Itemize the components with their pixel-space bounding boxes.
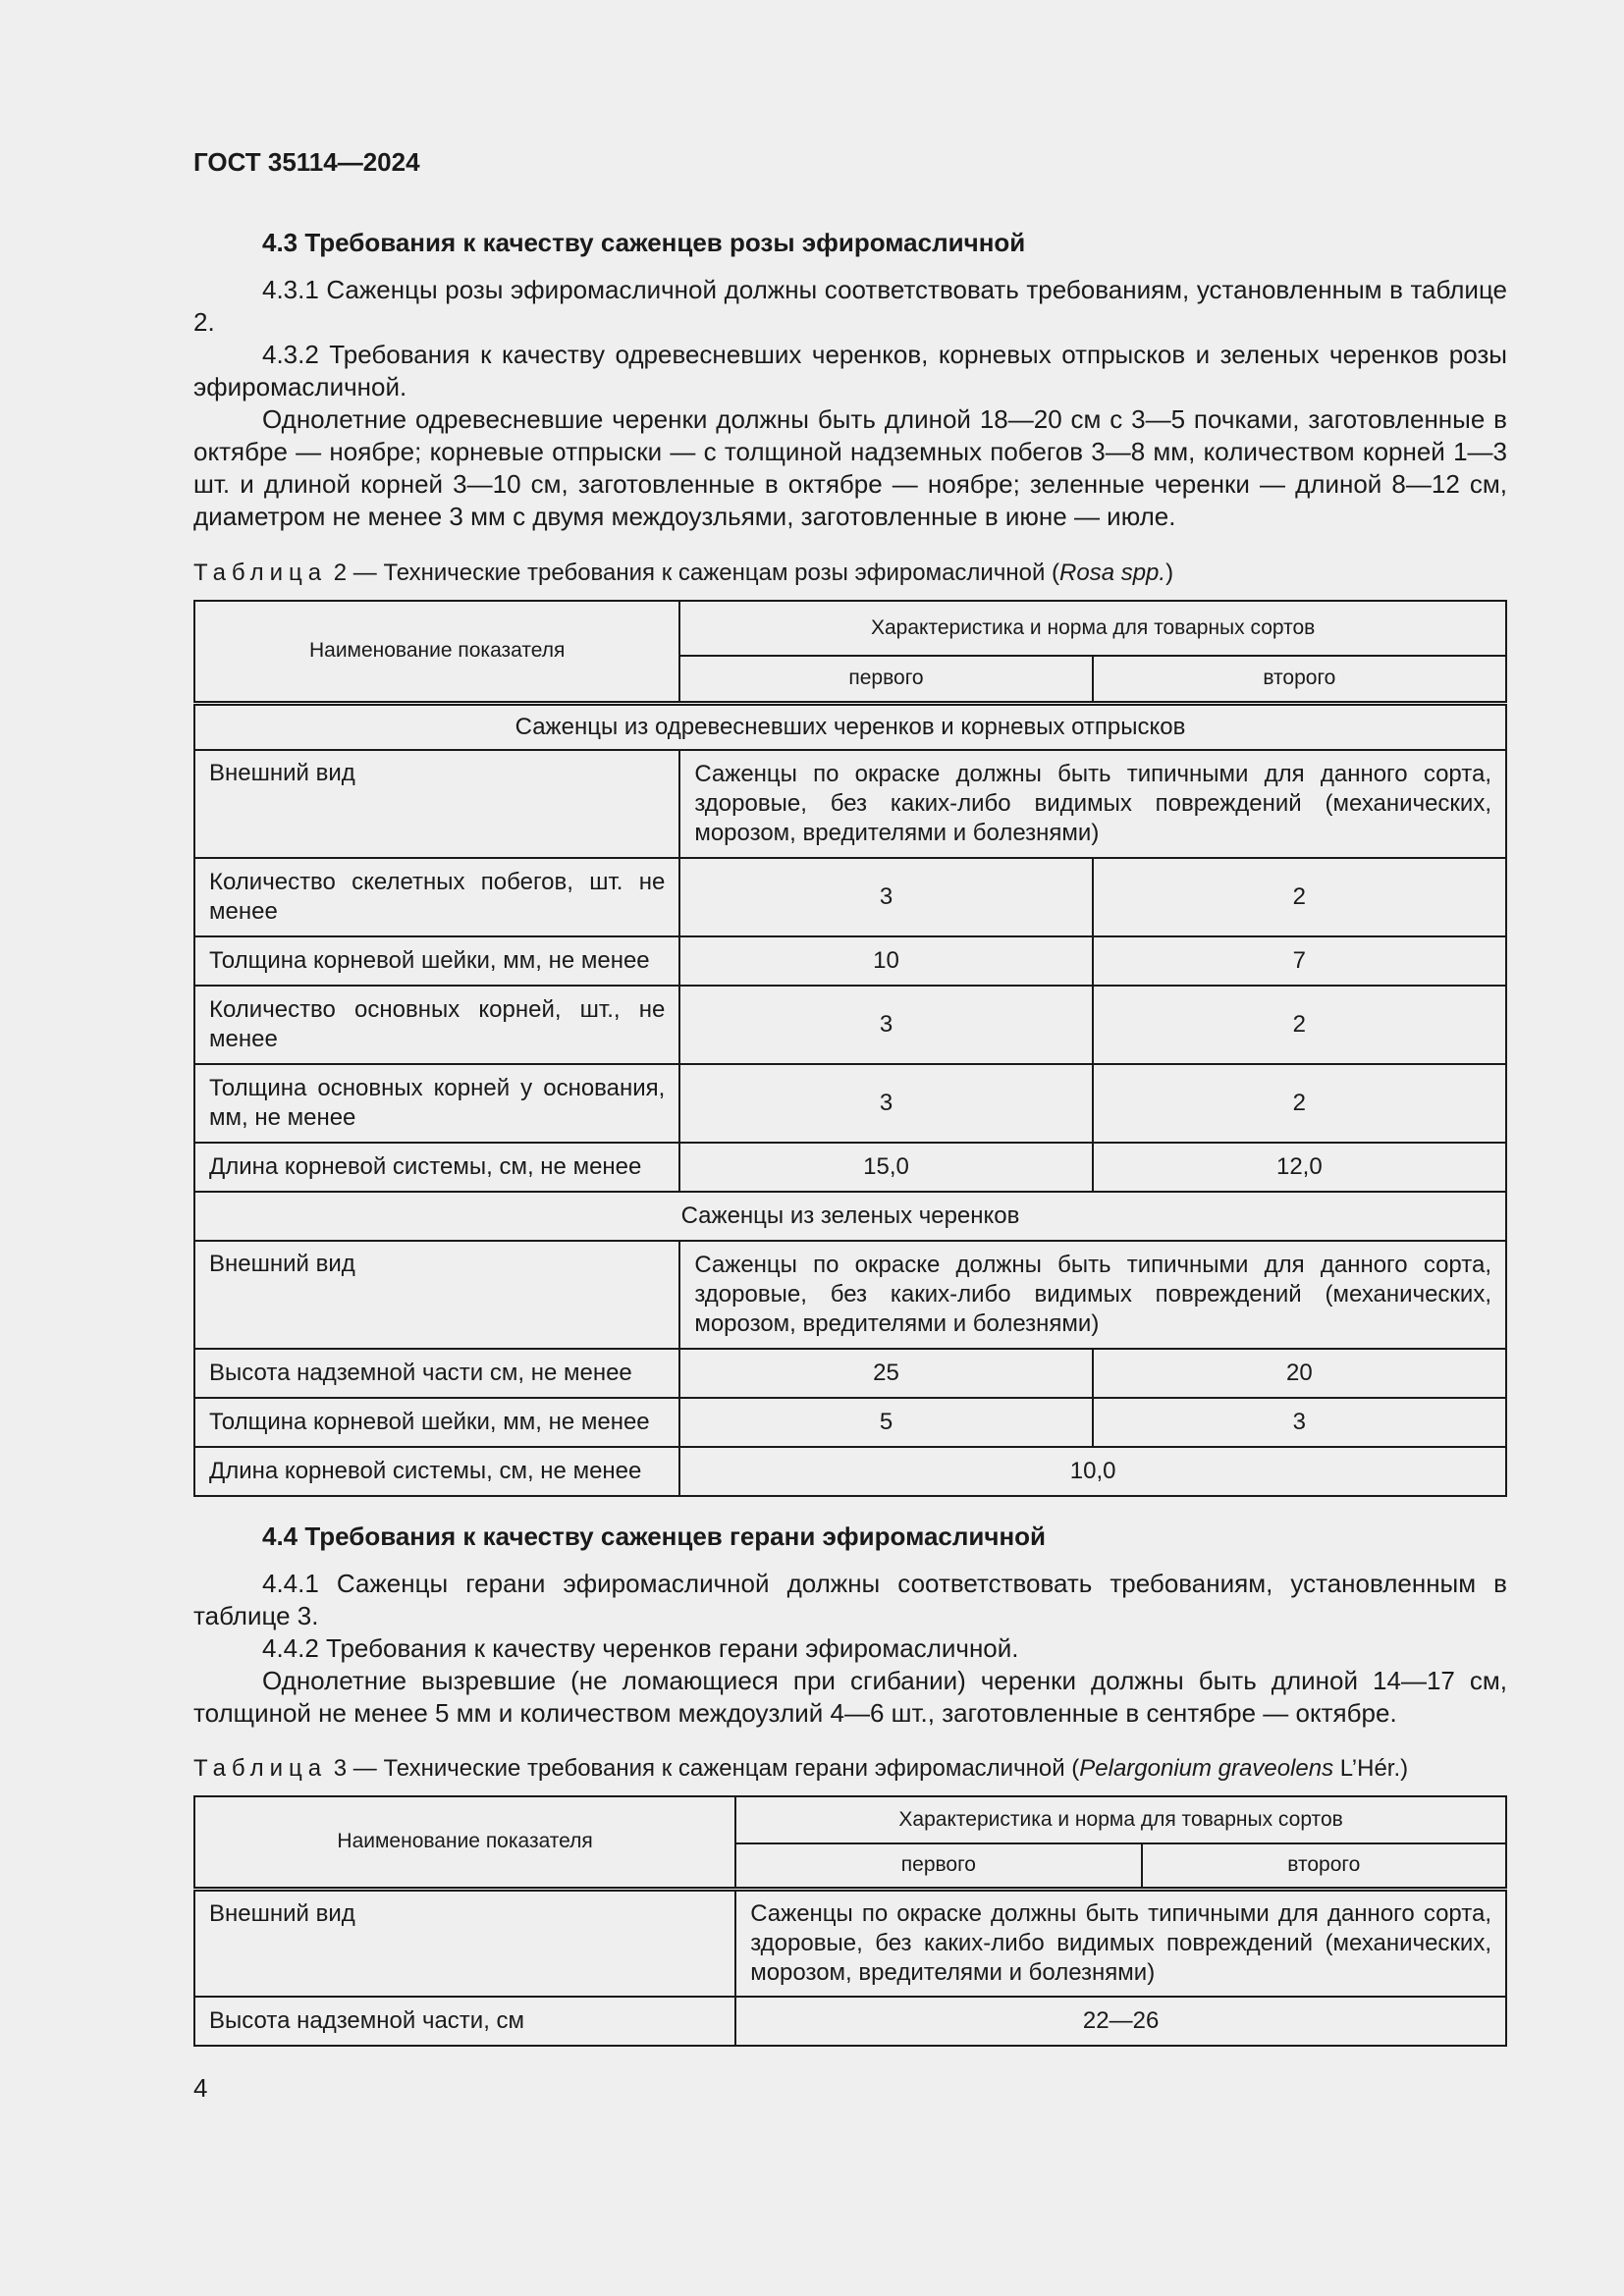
cell-first: 15,0 xyxy=(679,1143,1092,1192)
row-value: Саженцы по окраске должны быть типичными для данного сорта, здоровые, без каких-либо видимых повреждений (механических, морозом, вредителями и болезнями) xyxy=(679,1241,1506,1349)
column-header-name: Наименование показателя xyxy=(194,601,679,703)
row-label: Толщина основных корней у основания, мм, не менее xyxy=(194,1064,679,1143)
standard-header: ГОСТ 35114—2024 xyxy=(193,147,420,177)
paragraph: Однолетние одревесневшие черенки должны быть длиной 18—20 см с 3—5 почками, заготовленные в октябре — ноябре; корневые отпрыски — с толщиной надземных побегов 3—8 мм, количеством корней 1—3 шт. и длиной корней 3—10 см, заготовленные в октябре — ноябре; зеленные черенки — длиной 8—12 см, диаметром не менее 3 мм с двумя междоузльями, заготовленные в июне — июле. xyxy=(193,404,1507,531)
row-label: Внешний вид xyxy=(194,1241,679,1349)
table-2 xyxy=(193,600,1507,1497)
row-label: Высота надземной части, см xyxy=(194,1997,735,2046)
table-row xyxy=(194,986,1506,1064)
table-row xyxy=(194,1447,1506,1496)
table-section-row: Саженцы из зеленых черенков xyxy=(194,1192,1506,1241)
table-row xyxy=(194,750,1506,858)
row-label: Внешний вид xyxy=(194,1889,735,1997)
row-label: Толщина корневой шейки, мм, не менее xyxy=(194,936,679,986)
column-header-first: первого xyxy=(735,1843,1141,1889)
table-2-caption: Таблица 2 — Технические требования к саженцам розы эфиромасличной (Rosa spp.) xyxy=(193,560,1174,586)
cell-first: 10 xyxy=(679,936,1092,986)
cell-first: 25 xyxy=(679,1349,1092,1398)
column-header-group: Характеристика и норма для товарных сортов xyxy=(679,601,1506,656)
cell-second: 2 xyxy=(1093,986,1506,1064)
cell-first: 3 xyxy=(679,1064,1092,1143)
column-header-name: Наименование показателя xyxy=(194,1796,735,1889)
table-row xyxy=(194,858,1506,936)
table-3 xyxy=(193,1795,1507,2047)
row-label: Внешний вид xyxy=(194,750,679,858)
section-4-4-heading: 4.4 Требования к качеству саженцев герани эфиромасличной xyxy=(262,1522,1047,1551)
table-row xyxy=(194,1241,1506,1349)
cell-first: 3 xyxy=(679,858,1092,936)
column-header-group: Характеристика и норма для товарных сортов xyxy=(735,1796,1506,1843)
table-row xyxy=(194,1064,1506,1143)
page-number: 4 xyxy=(193,2073,208,2103)
column-header-second: второго xyxy=(1142,1843,1506,1889)
cell-second: 7 xyxy=(1093,936,1506,986)
paragraph: 4.4.2 Требования к качеству черенков герани эфиромасличной. xyxy=(262,1633,1019,1663)
cell-second: 2 xyxy=(1093,858,1506,936)
paragraph: 4.3.1 Саженцы розы эфиромасличной должны соответствовать требованиям, установленным в таблице 2. xyxy=(193,275,1507,337)
paragraph: 4.4.1 Саженцы герани эфиромасличной должны соответствовать требованиям, установленным в таблице 3. xyxy=(193,1569,1507,1630)
row-label: Длина корневой системы, см, не менее xyxy=(194,1143,679,1192)
cell-first: 5 xyxy=(679,1398,1092,1447)
row-label: Количество скелетных побегов, шт. не менее xyxy=(194,858,679,936)
row-label: Толщина корневой шейки, мм, не менее xyxy=(194,1398,679,1447)
cell-merged: 10,0 xyxy=(679,1447,1506,1496)
table-row xyxy=(194,1143,1506,1192)
row-label: Высота надземной части см, не менее xyxy=(194,1349,679,1398)
table-row xyxy=(194,1889,1506,1997)
row-value: Саженцы по окраске должны быть типичными для данного сорта, здоровые, без каких-либо видимых повреждений (механических, морозом, вредителями и болезнями) xyxy=(735,1889,1506,1997)
row-label: Количество основных корней, шт., не менее xyxy=(194,986,679,1064)
column-header-first: первого xyxy=(679,656,1092,703)
table-row xyxy=(194,1349,1506,1398)
section-4-3-heading: 4.3 Требования к качеству саженцев розы эфиромасличной xyxy=(262,228,1026,257)
cell-first: 3 xyxy=(679,986,1092,1064)
table-section-row: Саженцы из одревесневших черенков и корневых отпрысков xyxy=(194,703,1506,750)
cell-merged: 22—26 xyxy=(735,1997,1506,2046)
table-row xyxy=(194,1398,1506,1447)
paragraph: Однолетние вызревшие (не ломающиеся при сгибании) черенки должны быть длиной 14—17 см, толщиной не менее 5 мм и количеством междоузлий 4—6 шт., заготовленные в сентябре — октябре. xyxy=(193,1666,1507,1728)
table-3-caption: Таблица 3 — Технические требования к саженцам герани эфиромасличной (Pelargonium graveolens L’Hér.) xyxy=(193,1755,1409,1782)
cell-second: 20 xyxy=(1093,1349,1506,1398)
cell-second: 2 xyxy=(1093,1064,1506,1143)
row-label: Длина корневой системы, см, не менее xyxy=(194,1447,679,1496)
cell-second: 3 xyxy=(1093,1398,1506,1447)
table-row xyxy=(194,936,1506,986)
paragraph: 4.3.2 Требования к качеству одревесневших черенков, корневых отпрысков и зеленых черенков розы эфиромасличной. xyxy=(193,340,1507,401)
column-header-second: второго xyxy=(1093,656,1506,703)
cell-second: 12,0 xyxy=(1093,1143,1506,1192)
table-row xyxy=(194,1997,1506,2046)
row-value: Саженцы по окраске должны быть типичными для данного сорта, здоровые, без каких-либо видимых повреждений (механических, морозом, вредителями и болезнями) xyxy=(679,750,1506,858)
